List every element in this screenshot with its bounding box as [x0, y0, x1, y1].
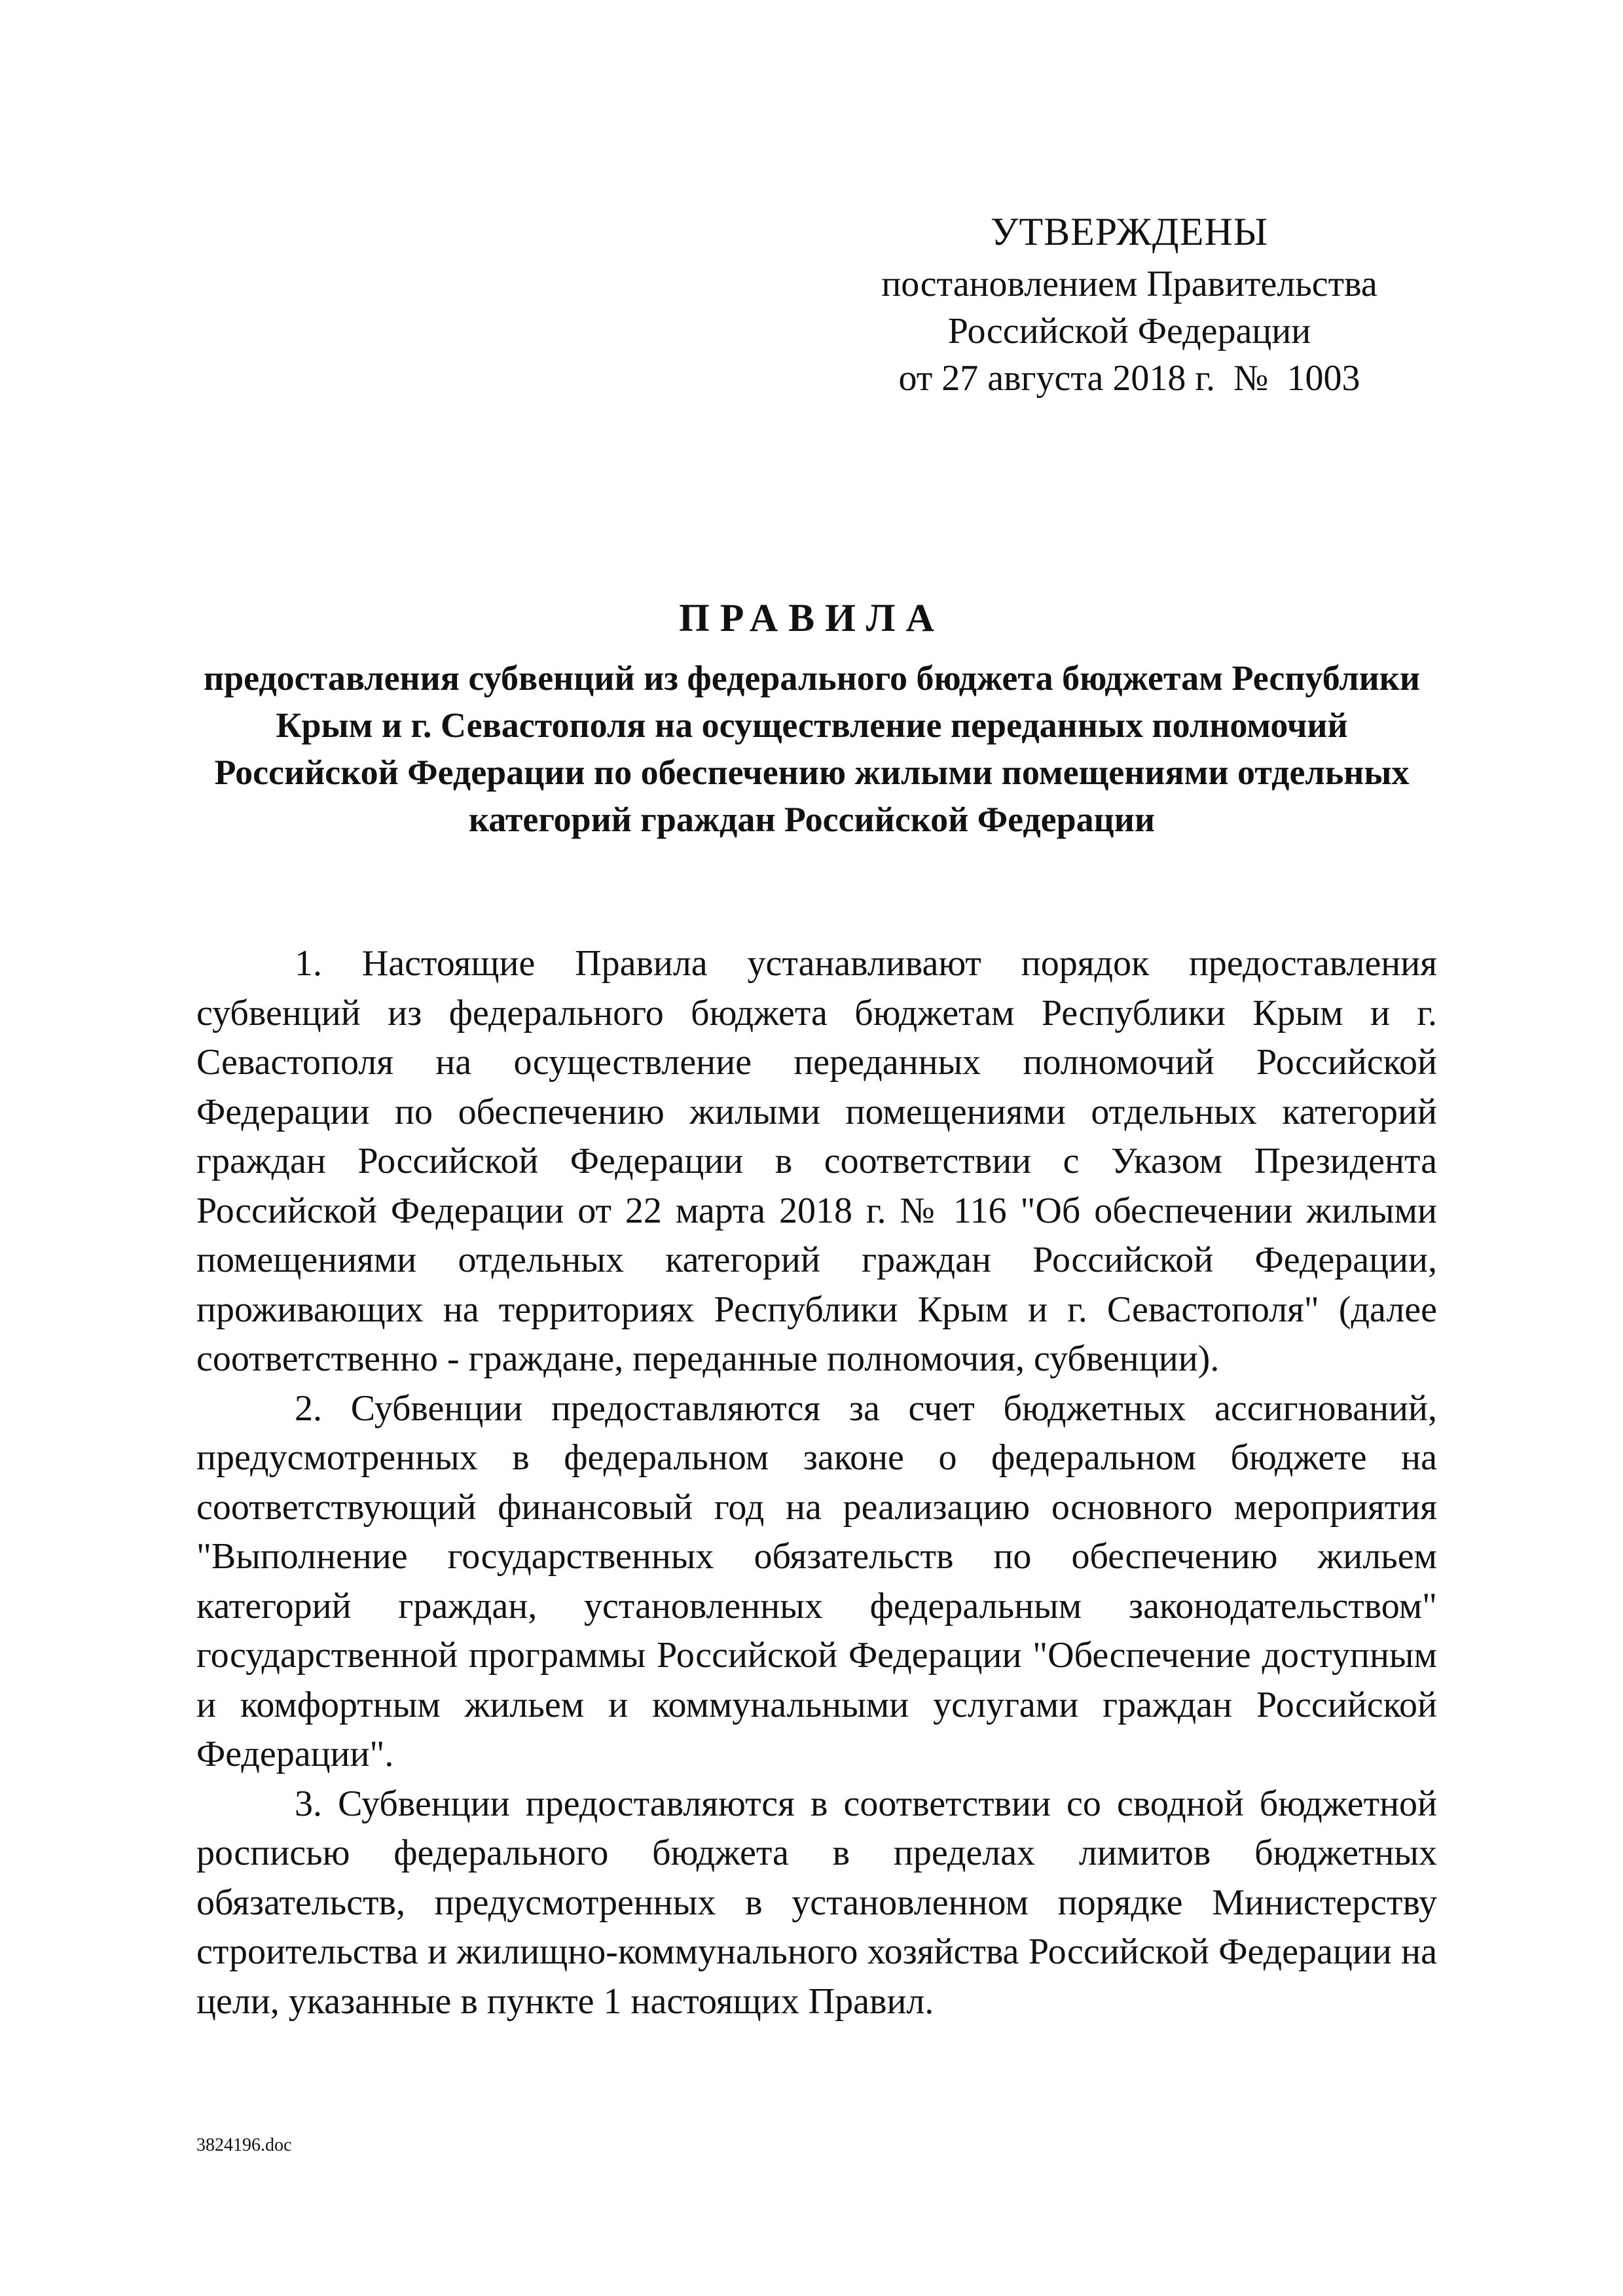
approval-line-2: Российской Федерации: [947, 311, 1311, 351]
file-name-footer: 3824196.doc: [196, 2135, 292, 2155]
document-subtitle: предоставления субвенций из федерального бюджета бюджетам Республики Крым и г. Севастополя на осуществление переданных полномочий Российской Федерации по обеспечению жилыми помещениями отдельных категорий граждан Российской Федерации: [203, 658, 1421, 839]
approval-heading: УТВЕРЖДЕНЫ: [990, 210, 1269, 253]
approval-line-1: постановлением Правительства: [881, 264, 1377, 304]
document-body: [196, 939, 1437, 2026]
paragraph-1: 1. Настоящие Правила устанавливают порядок предоставления субвенций из федерального бюджета бюджетам Республики Крым и г. Севастополя на осуществление переданных полномочий Российской Федерации по обеспечению жилыми помещениями отдельных категорий граждан Российской Федерации в соответствии с Указом Президента Российской Федерации от 22 марта 2018 г. № 116 "Об обеспечении жилыми помещениями отдельных категорий граждан Российской Федерации, проживающих на территориях Республики Крым и г. Севастополя" (далее соответственно - граждане, переданные полномочия, субвенции).: [196, 943, 1437, 1379]
approval-stamp: [786, 208, 1473, 402]
document-title: ПРАВИЛА: [679, 596, 945, 639]
paragraph-3: 3. Субвенции предоставляются в соответствии со сводной бюджетной росписью федерального бюджета в пределах лимитов бюджетных обязательств, предусмотренных в установленном порядке Министерству строительства и жилищно-коммунального хозяйства Российской Федерации на цели, указанные в пункте 1 настоящих Правил.: [196, 1783, 1437, 2022]
paragraph-2: 2. Субвенции предоставляются за счет бюджетных ассигнований, предусмотренных в федеральном законе о федеральном бюджете на соответствующий финансовый год на реализацию основного мероприятия "Выполнение государственных обязательств по обеспечению жильем категорий граждан, установленных федеральным законодательством" государственной программы Российской Федерации "Обеспечение доступным и комфортным жильем и коммунальными услугами граждан Российской Федерации".: [196, 1388, 1437, 1774]
approval-line-3: от 27 августа 2018 г. № 1003: [898, 358, 1360, 399]
